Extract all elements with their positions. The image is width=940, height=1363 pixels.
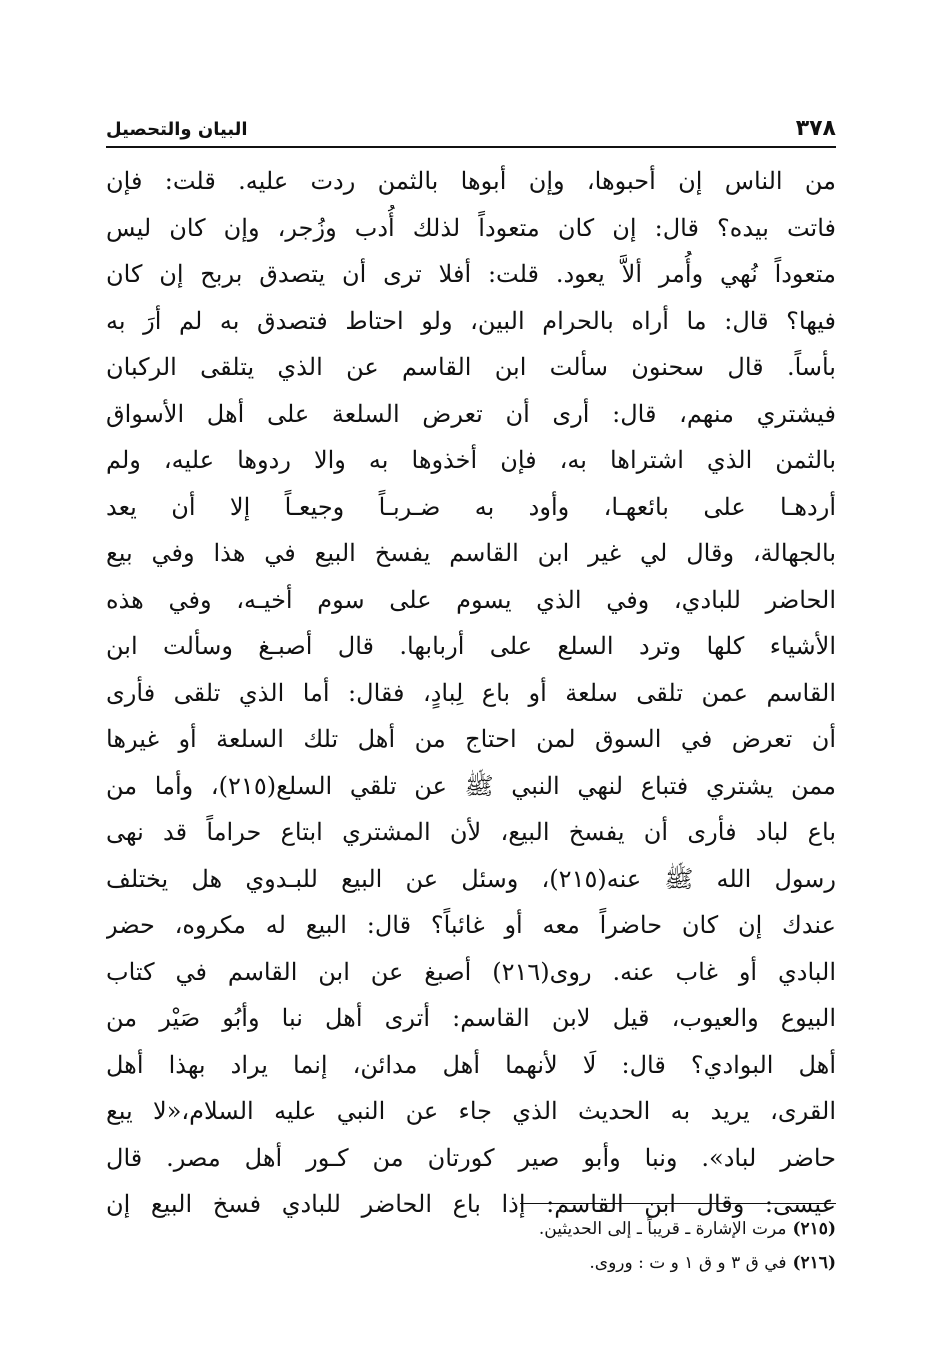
footnote-text: في ق ٣ و ق ١ و ت : وروى. [589, 1253, 787, 1273]
body-text [106, 158, 836, 1228]
text-line: عيسى: وقال ابن القاسم: إذا باع الحاضر للبادي فسخ البيع إن [106, 1190, 836, 1218]
footnote [106, 1246, 836, 1280]
page-number: ٣٧٨ [795, 116, 836, 141]
footnote-number: (٢١٥) [792, 1219, 836, 1239]
header-rule [106, 146, 836, 148]
footnote-number: (٢١٦) [792, 1253, 836, 1273]
text-line: حاضر لباد». ونبا وأبو صير كورتان من كـور أهل مصر. قال [106, 1143, 836, 1172]
page-header [106, 112, 836, 142]
text-line: البيوع والعيوب، قيل لابن القاسم: أترى أهل نبا وأبُو صَيْر من [106, 1004, 836, 1032]
text-line: الأشياء كلها وترد السلع على أربابها. قال أصبـغ وسألت ابن [106, 632, 836, 660]
text-line: البادي أو غاب عنه. روى(٢١٦) أصبغ عن ابن القاسم في كتاب [106, 957, 836, 986]
text-line: بالجهالة، وقال لي غير ابن القاسم يفسخ البيع في هذا وفي بيع [106, 539, 836, 567]
footnote [106, 1212, 836, 1246]
text-line: القاسم عمن تلقى سلعة أو باع لِبادٍ، فقال: أما الذي تلقى فأرى [106, 678, 836, 707]
text-line: الحاضر للبادي، وفي الذي يسوم على سوم أخيـه، وفي هذه [106, 585, 836, 614]
text-line: أهل البوادي؟ قال: لَا لأنهما أهل مدائن، إنما يراد بهذا أهل [106, 1050, 836, 1079]
text-line: أردهـا على بائعهـا، وأود به ضـربـاً وجيعـاً إلا أن يعد [106, 492, 836, 521]
footnote-rule [520, 1203, 836, 1204]
text-line: فيشتري منهم، قال: أرى أن تعرض السلعة على أهل الأسواق [106, 399, 836, 428]
text-line: من الناس إن أحبوها، وإن أبوها بالثمن ردت عليه. قلت: فإن [106, 167, 836, 195]
text-line: رسول الله ﷺ عنه(٢١٥)، وسئل عن البيع للبـدوي هل يختلف [106, 864, 836, 893]
footnote-text: مرت الإشارة ـ قريباً ـ إلى الحديثين. [538, 1219, 787, 1239]
text-line: فيها؟ قال: ما أراه بالحرام البين، ولو احتاط فتصدق به لم أرَ به [106, 306, 836, 335]
text-line: أن تعرض في السوق لمن احتاج من أهل تلك السلعة أو غيرها [106, 725, 836, 753]
footnotes [106, 1212, 836, 1280]
text-line: فاتت بيده؟ قال: إن كان متعوداً لذلك أُدب وزُجر، وإن كان ليس [106, 213, 836, 242]
text-line: متعوداً نُهي وأُمر ألاَّ يعود. قلت: أفلا ترى أن يتصدق بربح إن كان [106, 260, 836, 288]
text-line: ممن يشتري فتباع لنهي النبي ﷺ عن تلقي السلع(٢١٥)، وأما من [106, 771, 836, 800]
text-line: بأساً. قال سحنون سألت ابن القاسم عن الذي يتلقى الركبان [106, 353, 836, 381]
text-line: بالثمن الذي اشتراها به، فإن أخذوها به والا ردوها عليه، ولم [106, 446, 836, 474]
text-line: القرى، يريد به الحديث الذي جاء عن النبي عليه السلام،«لا يبع [106, 1097, 836, 1125]
text-line: عندك إن كان حاضراً معه أو غائباً؟ قال: البيع له مكروه، حضر [106, 911, 836, 939]
text-line: باع لباد فأرى أن يفسخ البيع، لأن المشتري ابتاع حراماً قد نهى [106, 818, 836, 846]
running-title: البيان والتحصيل [106, 119, 248, 140]
